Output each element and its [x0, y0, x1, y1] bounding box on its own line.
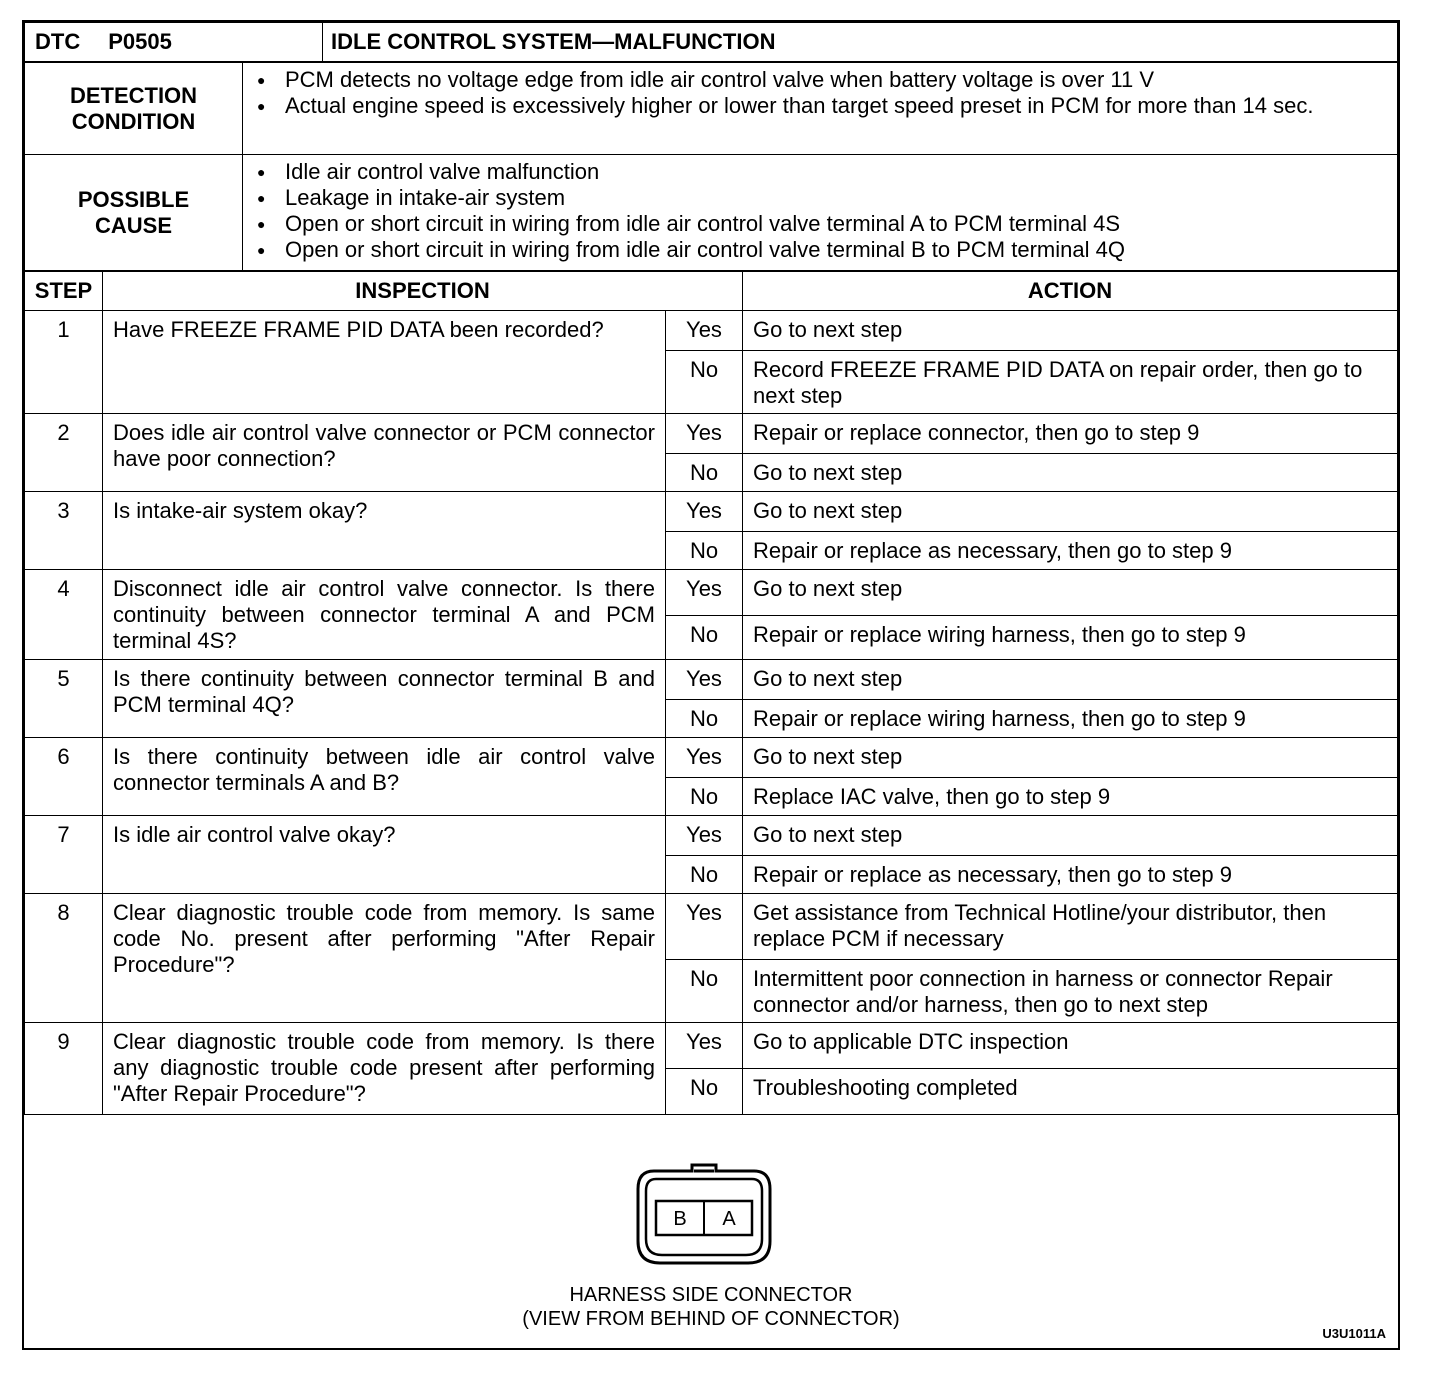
no-label: No	[666, 1069, 743, 1115]
table-row	[25, 894, 1398, 960]
list-item: ● Leakage in intake-air system	[257, 185, 1387, 211]
no-action: Troubleshooting completed	[743, 1069, 1398, 1115]
step-inspection: Clear diagnostic trouble code from memory. Is same code No. present after performing "After Repair Procedure"?	[103, 894, 666, 1023]
step-inspection: Is idle air control valve okay?	[103, 816, 666, 894]
step-number: 1	[25, 311, 103, 414]
step-inspection: Have FREEZE FRAME PID DATA been recorded?	[103, 311, 666, 414]
table-row	[25, 816, 1398, 856]
table-row	[25, 311, 1398, 351]
detection-condition-list	[243, 63, 1398, 155]
step-number: 8	[25, 894, 103, 1023]
condition-table	[24, 62, 1398, 271]
inspection-steps-table	[24, 271, 1398, 1115]
yes-action: Go to next step	[743, 492, 1398, 532]
no-label: No	[666, 700, 743, 738]
no-label: No	[666, 351, 743, 414]
terminal-b-label: B	[673, 1208, 687, 1230]
no-action: Intermittent poor connection in harness or connector Repair connector and/or harness, then go to next step	[743, 960, 1398, 1023]
list-item: ● Open or short circuit in wiring from idle air control valve terminal A to PCM terminal 4S	[257, 211, 1387, 237]
table-row	[25, 414, 1398, 454]
yes-action: Go to applicable DTC inspection	[743, 1023, 1398, 1069]
step-inspection: Disconnect idle air control valve connector. Is there continuity between connector terminal A and PCM terminal 4S?	[103, 570, 666, 660]
list-item: ● Open or short circuit in wiring from idle air control valve terminal B to PCM terminal 4Q	[257, 237, 1387, 263]
dtc-header	[24, 22, 1398, 62]
steps-body	[25, 311, 1398, 1115]
yes-label: Yes	[666, 738, 743, 778]
yes-label: Yes	[666, 570, 743, 616]
yes-action: Get assistance from Technical Hotline/your distributor, then replace PCM if necessary	[743, 894, 1398, 960]
step-inspection: Does idle air control valve connector or PCM connector have poor connection?	[103, 414, 666, 492]
yes-action: Go to next step	[743, 660, 1398, 700]
dtc-label: DTC	[35, 29, 81, 54]
step-number: 2	[25, 414, 103, 492]
connector-diagram	[634, 1159, 774, 1269]
yes-action: Go to next step	[743, 738, 1398, 778]
table-row	[25, 1023, 1398, 1069]
yes-label: Yes	[666, 311, 743, 351]
dtc-code: P0505	[108, 29, 172, 54]
yes-label: Yes	[666, 816, 743, 856]
possible-cause-label: POSSIBLE CAUSE	[25, 155, 243, 271]
yes-label: Yes	[666, 660, 743, 700]
yes-label: Yes	[666, 414, 743, 454]
step-number: 9	[25, 1023, 103, 1115]
step-inspection: Is there continuity between connector terminal B and PCM terminal 4Q?	[103, 660, 666, 738]
yes-label: Yes	[666, 894, 743, 960]
yes-action: Go to next step	[743, 816, 1398, 856]
table-row	[25, 492, 1398, 532]
step-inspection: Is intake-air system okay?	[103, 492, 666, 570]
page-title: IDLE CONTROL SYSTEM—MALFUNCTION	[323, 23, 1398, 62]
no-label: No	[666, 778, 743, 816]
figure-code: U3U1011A	[1322, 1326, 1386, 1341]
list-item: ● Idle air control valve malfunction	[257, 159, 1387, 185]
dtc-code-cell	[25, 23, 323, 62]
yes-label: Yes	[666, 492, 743, 532]
no-label: No	[666, 856, 743, 894]
possible-cause-list	[243, 155, 1398, 271]
table-header-row	[25, 272, 1398, 311]
no-label: No	[666, 960, 743, 1023]
list-item: ● Actual engine speed is excessively higher or lower than target speed preset in PCM for more than 14 sec.	[257, 93, 1387, 119]
table-row	[25, 660, 1398, 700]
detection-condition-label: DETECTION CONDITION	[25, 63, 243, 155]
no-label: No	[666, 532, 743, 570]
no-action: Repair or replace as necessary, then go to step 9	[743, 532, 1398, 570]
yes-action: Repair or replace connector, then go to step 9	[743, 414, 1398, 454]
yes-action: Go to next step	[743, 311, 1398, 351]
step-number: 3	[25, 492, 103, 570]
step-number: 7	[25, 816, 103, 894]
table-row	[25, 738, 1398, 778]
no-action: Repair or replace wiring harness, then go to step 9	[743, 700, 1398, 738]
no-action: Go to next step	[743, 454, 1398, 492]
dtc-sheet	[22, 20, 1400, 1350]
action-column-header: ACTION	[743, 272, 1398, 311]
yes-action: Go to next step	[743, 570, 1398, 616]
step-inspection: Clear diagnostic trouble code from memory. Is there any diagnostic trouble code present after performing "After Repair Procedure"?	[103, 1023, 666, 1115]
terminal-a-label: A	[722, 1208, 736, 1230]
table-row	[25, 570, 1398, 616]
no-action: Repair or replace as necessary, then go to step 9	[743, 856, 1398, 894]
inspection-column-header: INSPECTION	[103, 272, 743, 311]
step-column-header: STEP	[25, 272, 103, 311]
connector-figure	[24, 1115, 1398, 1349]
no-action: Replace IAC valve, then go to step 9	[743, 778, 1398, 816]
no-label: No	[666, 616, 743, 660]
connector-caption: HARNESS SIDE CONNECTOR (VIEW FROM BEHIND OF CONNECTOR)	[522, 1284, 900, 1330]
step-number: 4	[25, 570, 103, 660]
step-number: 6	[25, 738, 103, 816]
step-number: 5	[25, 660, 103, 738]
no-label: No	[666, 454, 743, 492]
list-item: ● PCM detects no voltage edge from idle air control valve when battery voltage is over 11 V	[257, 67, 1387, 93]
no-action: Record FREEZE FRAME PID DATA on repair order, then go to next step	[743, 351, 1398, 414]
no-action: Repair or replace wiring harness, then go to step 9	[743, 616, 1398, 660]
step-inspection: Is there continuity between idle air control valve connector terminals A and B?	[103, 738, 666, 816]
yes-label: Yes	[666, 1023, 743, 1069]
